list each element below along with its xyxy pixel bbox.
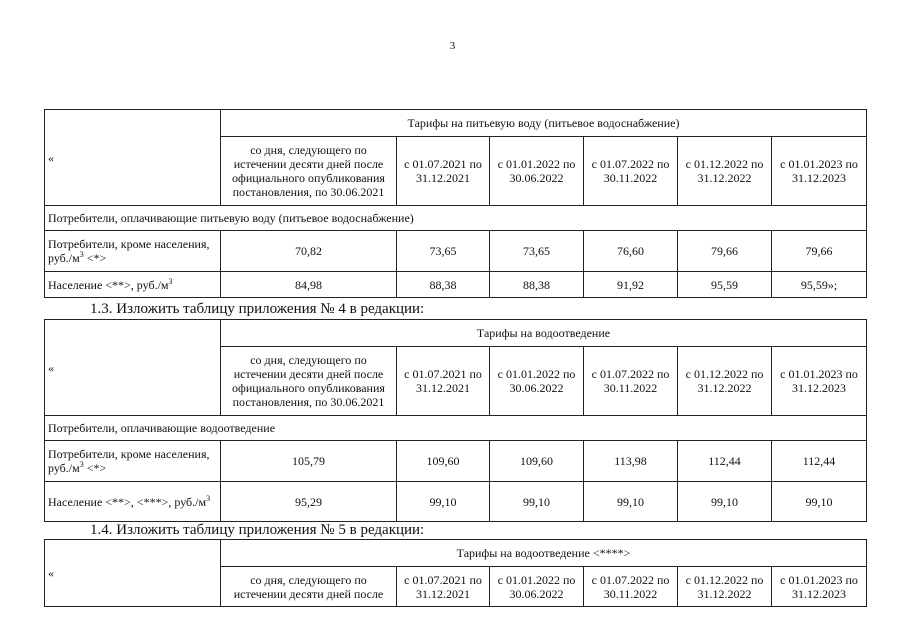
value-cell: 99,10 (772, 482, 867, 522)
period-1: с 01.07.2021 по 31.12.2021 (397, 347, 490, 416)
period-5: с 01.01.2023 по 31.12.2023 (772, 137, 867, 206)
period-2: с 01.01.2022 по 30.06.2022 (490, 567, 584, 607)
table-header: Тарифы на водоотведение <****> (221, 540, 867, 567)
opening-quote: « (45, 110, 221, 206)
row-label: Потребители, кроме населения, $руб./м^3$ <*> (45, 231, 221, 272)
row-label: Потребители, кроме населения, $руб./м^3$ <*> (45, 441, 221, 482)
value-cell: 99,10 (490, 482, 584, 522)
consumer-group: Потребители, оплачивающие водоотведение (45, 416, 867, 441)
period-0: со дня, следующего по истечении десяти дней после официального опубликования постановления, по 30.06.2021 (221, 137, 397, 206)
value-cell: 109,60 (397, 441, 490, 482)
drinking-water-tariff-table (44, 109, 867, 298)
opening-quote: « (45, 320, 221, 416)
value-cell: 113,98 (584, 441, 678, 482)
value-cell: 99,10 (678, 482, 772, 522)
value-cell: 73,65 (490, 231, 584, 272)
value-cell: 79,66 (678, 231, 772, 272)
value-cell: 99,10 (397, 482, 490, 522)
period-0: со дня, следующего по истечении десяти дней после официального опубликования постановления, по 30.06.2021 (221, 347, 397, 416)
table-header: Тарифы на водоотведение (221, 320, 867, 347)
opening-quote: « (45, 540, 221, 607)
period-3: с 01.07.2022 по 30.11.2022 (584, 567, 678, 607)
period-4: с 01.12.2022 по 31.12.2022 (678, 137, 772, 206)
value-cell: 88,38 (397, 272, 490, 298)
value-cell: 112,44 (772, 441, 867, 482)
period-5: с 01.01.2023 по 31.12.2023 (772, 567, 867, 607)
value-cell: 73,65 (397, 231, 490, 272)
value-cell: 99,10 (584, 482, 678, 522)
consumer-group: Потребители, оплачивающие питьевую воду (питьевое водоснабжение) (45, 206, 867, 231)
period-4: с 01.12.2022 по 31.12.2022 (678, 347, 772, 416)
value-cell: 79,66 (772, 231, 867, 272)
value-cell: 95,59 (678, 272, 772, 298)
value-cell: 95,59»; (772, 272, 867, 298)
value-cell: 70,82 (221, 231, 397, 272)
value-cell: 84,98 (221, 272, 397, 298)
value-cell: 76,60 (584, 231, 678, 272)
wastewater-tariff-table-5 (44, 539, 867, 607)
period-0: со дня, следующего по истечении десяти дней после (221, 567, 397, 607)
period-2: с 01.01.2022 по 30.06.2022 (490, 137, 584, 206)
period-3: с 01.07.2022 по 30.11.2022 (584, 137, 678, 206)
row-label: Население <**>, $руб./м^3$ (45, 272, 221, 298)
row-label: Население <**>, <***>, $руб./м^3$ (45, 482, 221, 522)
section-heading: 1.4. Изложить таблицу приложения № 5 в редакции: (90, 522, 425, 538)
table-header: Тарифы на питьевую воду (питьевое водоснабжение) (221, 110, 867, 137)
period-5: с 01.01.2023 по 31.12.2023 (772, 347, 867, 416)
value-cell: 109,60 (490, 441, 584, 482)
period-1: с 01.07.2021 по 31.12.2021 (397, 567, 490, 607)
value-cell: 91,92 (584, 272, 678, 298)
wastewater-tariff-table (44, 319, 867, 522)
value-cell: 112,44 (678, 441, 772, 482)
period-4: с 01.12.2022 по 31.12.2022 (678, 567, 772, 607)
period-2: с 01.01.2022 по 30.06.2022 (490, 347, 584, 416)
value-cell: 105,79 (221, 441, 397, 482)
section-heading: 1.3. Изложить таблицу приложения № 4 в редакции: (90, 301, 425, 317)
value-cell: 95,29 (221, 482, 397, 522)
page-number: 3 (449, 40, 456, 52)
value-cell: 88,38 (490, 272, 584, 298)
period-3: с 01.07.2022 по 30.11.2022 (584, 347, 678, 416)
period-1: с 01.07.2021 по 31.12.2021 (397, 137, 490, 206)
